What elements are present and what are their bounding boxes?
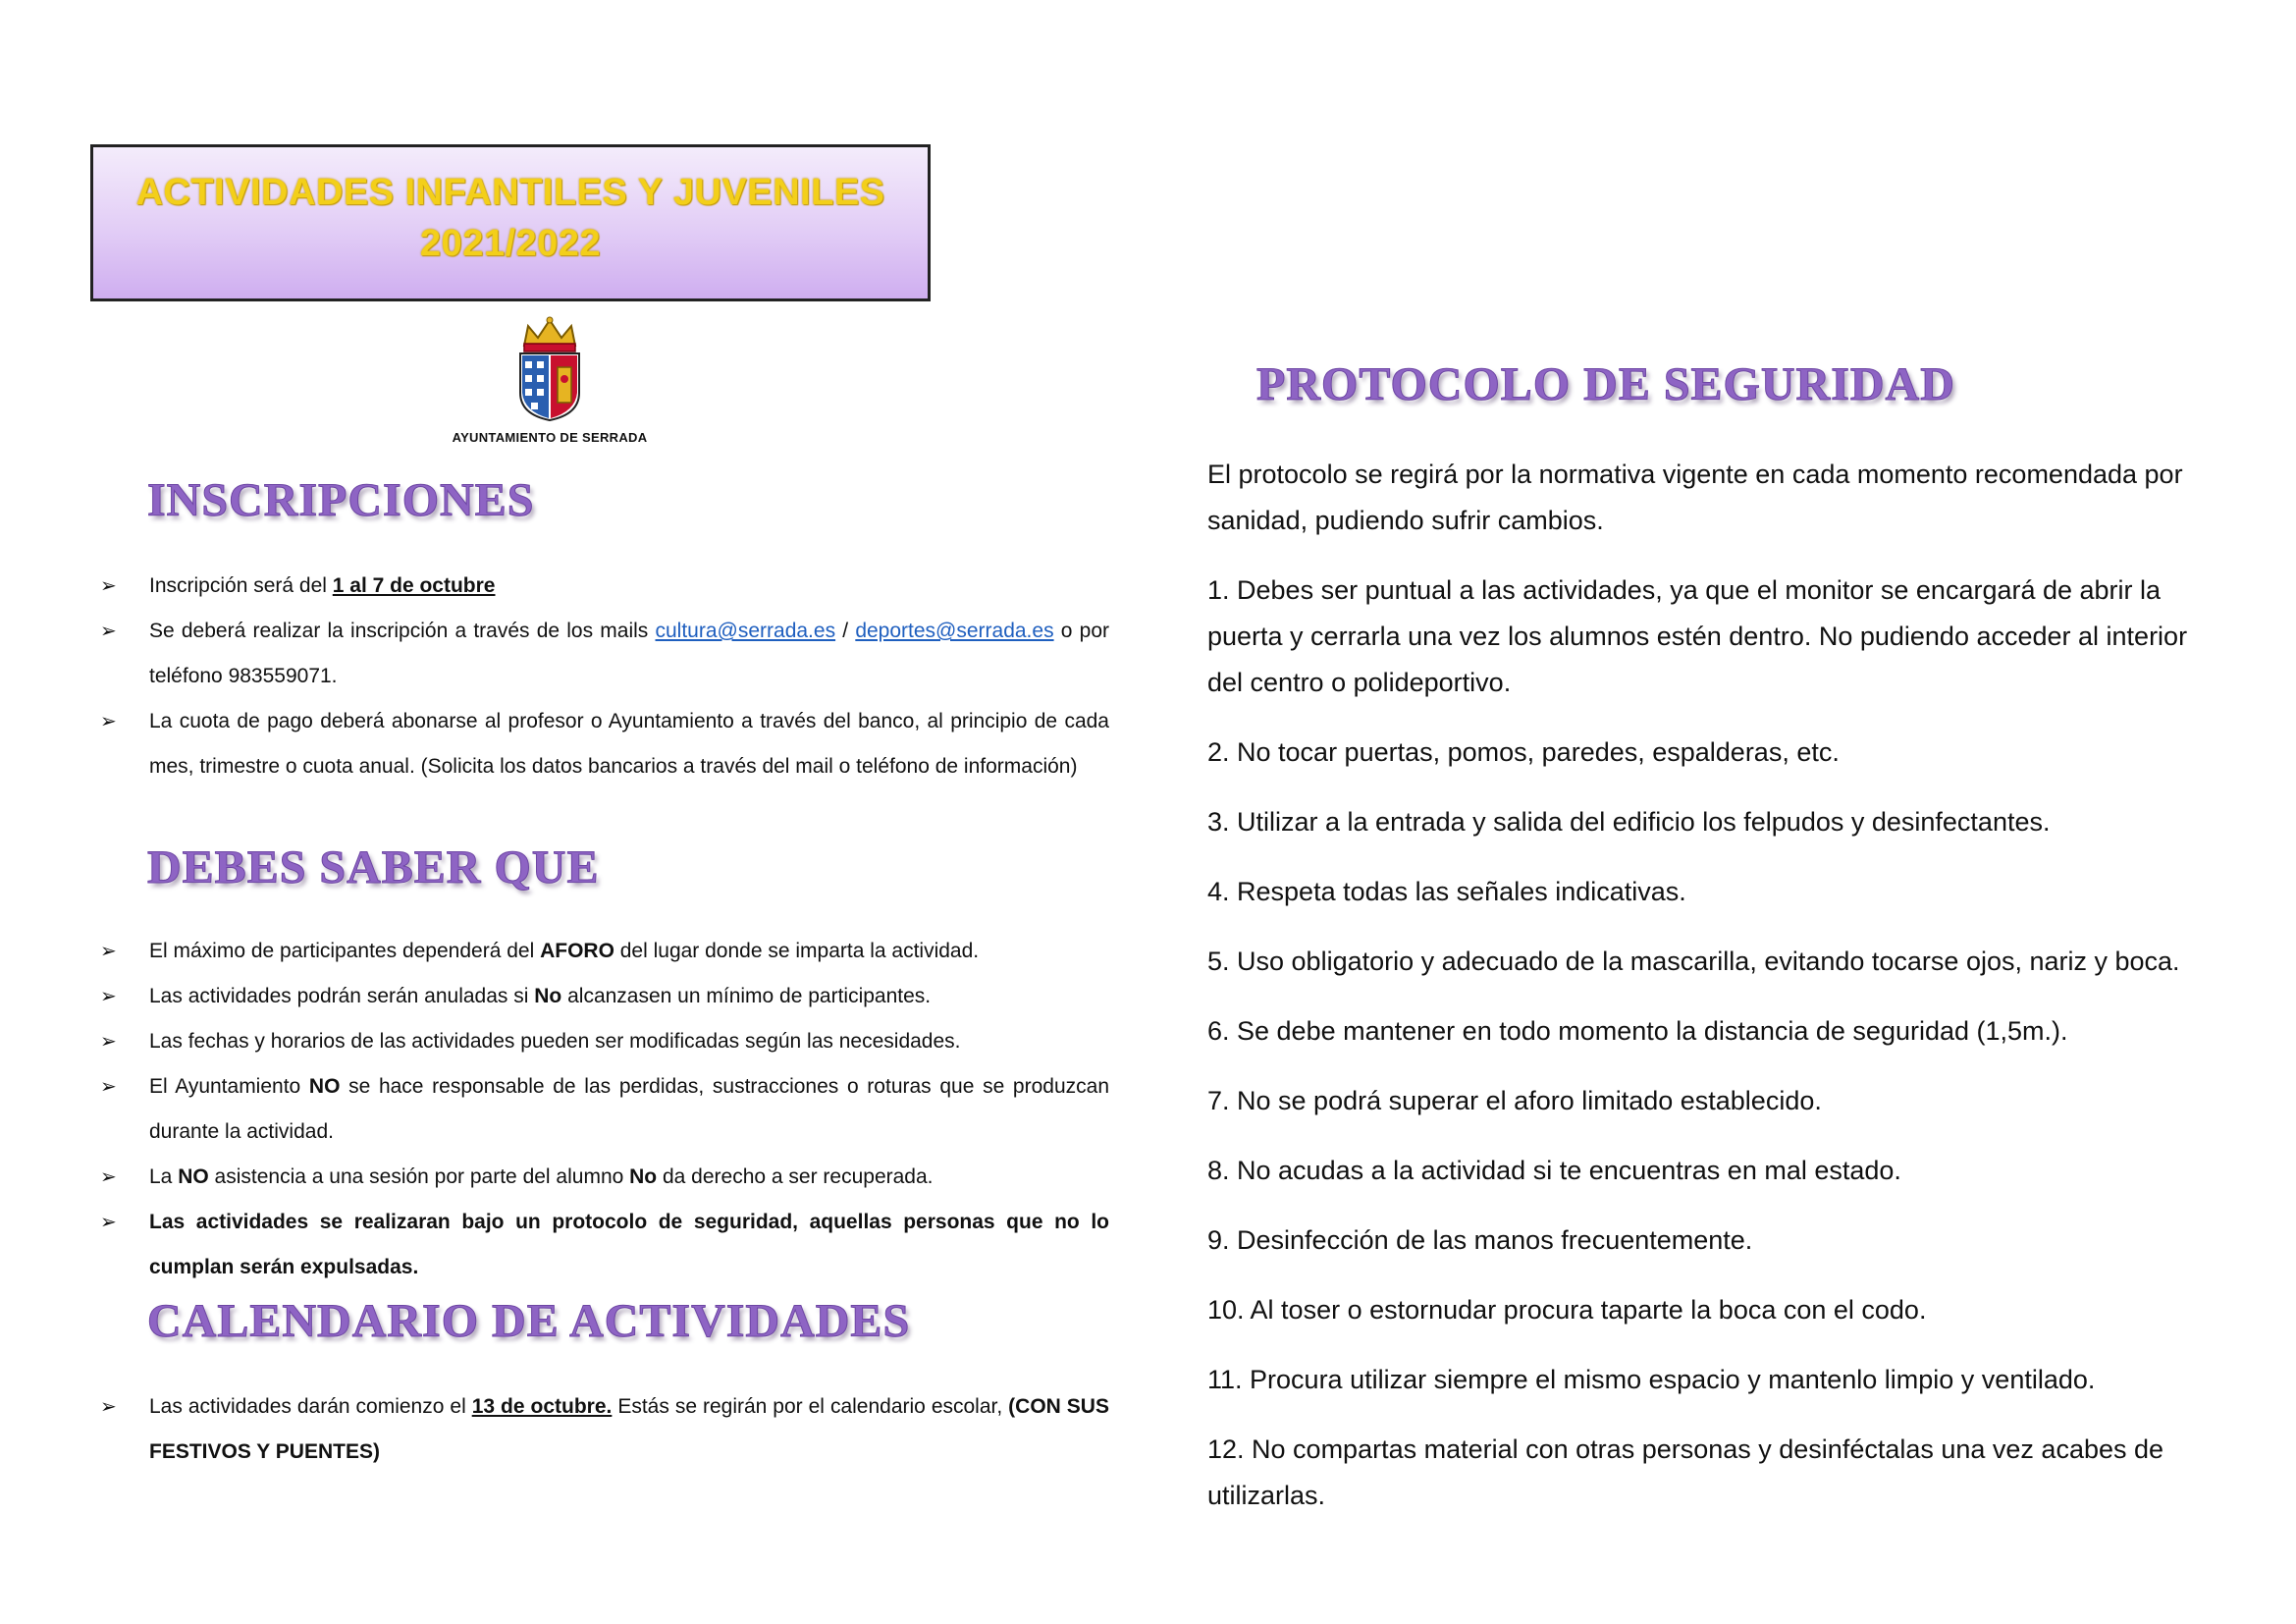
arrow-bullet-icon: ➢	[100, 1166, 117, 1188]
arrow-bullet-icon: ➢	[100, 711, 117, 732]
list-item: ➢ Se deberá realizar la inscripción a través de los mails cultura@serrada.es / deportes@serrada.es o por teléfono 983559071.	[98, 609, 1109, 699]
rule-item: 2. No tocar puertas, pomos, paredes, espalderas, etc.	[1207, 737, 1840, 767]
list-item: ➢ Las actividades se realizaran bajo un protocolo de seguridad, aquellas personas que no lo cumplan serán expulsadas.	[98, 1200, 1109, 1290]
heading-inscripciones: INSCRIPCIONES	[147, 474, 535, 526]
arrow-bullet-icon: ➢	[100, 1396, 117, 1418]
list-item: ➢ Las fechas y horarios de las actividades pueden ser modificadas según las necesidades.	[98, 1019, 1109, 1064]
protocolo-intro: El protocolo se regirá por la normativa vigente en cada momento recomendada por sanidad, pudiendo sufrir cambios.	[1207, 460, 2183, 535]
arrow-bullet-icon: ➢	[100, 986, 117, 1007]
heading-debes-saber: DEBES SABER QUE	[147, 841, 600, 893]
rule-item: 7. No se podrá superar el aforo limitado establecido.	[1207, 1086, 1822, 1115]
list-item: ➢ La NO asistencia a una sesión por parte del alumno No da derecho a ser recuperada.	[98, 1155, 1109, 1200]
list-item: ➢ El máximo de participantes dependerá del AFORO del lugar donde se imparta la actividad.	[98, 929, 1109, 974]
rule-item: 5. Uso obligatorio y adecuado de la mascarilla, evitando tocarse ojos, nariz y boca.	[1207, 947, 2180, 976]
title-banner	[90, 144, 931, 301]
calendario-list	[98, 1384, 1109, 1475]
heading-protocolo: PROTOCOLO DE SEGURIDAD	[1256, 358, 1955, 410]
arrow-bullet-icon: ➢	[100, 1031, 117, 1053]
debes-saber-list	[98, 929, 1109, 1290]
list-item: ➢ El Ayuntamiento NO se hace responsable de las perdidas, sustracciones o roturas que se produzcan durante la actividad.	[98, 1064, 1109, 1155]
protocolo-rules	[1207, 452, 2228, 1543]
municipal-logo	[422, 316, 677, 460]
heading-calendario: CALENDARIO DE ACTIVIDADES	[147, 1295, 911, 1347]
rule-item: 10. Al toser o estornudar procura taparte la boca con el codo.	[1207, 1295, 1927, 1325]
arrow-bullet-icon: ➢	[100, 575, 117, 597]
rule-item: 8. No acudas a la actividad si te encuentras en mal estado.	[1207, 1156, 1901, 1185]
title-line-1: ACTIVIDADES INFANTILES Y JUVENILES	[135, 172, 885, 213]
logo-caption: AYUNTAMIENTO DE SERRADA	[452, 430, 648, 445]
list-item: ➢ Las actividades podrán serán anuladas si No alcanzasen un mínimo de participantes.	[98, 974, 1109, 1019]
list-item: ➢ La cuota de pago deberá abonarse al profesor o Ayuntamiento a través del banco, al principio de cada mes, trimestre o cuota anual. (Solicita los datos bancarios a través del mail o teléfono de información)	[98, 699, 1109, 789]
rule-item: 6. Se debe mantener en todo momento la distancia de seguridad (1,5m.).	[1207, 1016, 2068, 1046]
arrow-bullet-icon: ➢	[100, 621, 117, 642]
list-item: ➢ Las actividades darán comienzo el 13 de octubre. Estás se regirán por el calendario escolar, (CON SUS FESTIVOS Y PUENTES)	[98, 1384, 1109, 1475]
title-line-2: 2021/2022	[419, 223, 602, 264]
start-date: 13 de octubre.	[471, 1395, 613, 1418]
email-link-deportes[interactable]: deportes@serrada.es	[855, 620, 1054, 642]
rule-item: 1. Debes ser puntual a las actividades, ya que el monitor se encargará de abrir la puerta y cerrarla una vez los alumnos estén dentro. No pudiendo acceder al interior del centro o polideportivo.	[1207, 575, 2188, 697]
coat-of-arms-icon	[510, 316, 589, 424]
inscription-dates: 1 al 7 de octubre	[332, 574, 496, 597]
arrow-bullet-icon: ➢	[100, 1076, 117, 1098]
rule-item: 9. Desinfección de las manos frecuentemente.	[1207, 1225, 1753, 1255]
rule-item: 12. No compartas material con otras personas y desinféctalas una vez acabes de utilizarlas.	[1207, 1435, 2164, 1510]
list-item: ➢ Inscripción será del 1 al 7 de octubre	[98, 564, 1109, 609]
arrow-bullet-icon: ➢	[100, 941, 117, 962]
rule-item: 4. Respeta todas las señales indicativas.	[1207, 877, 1686, 906]
rule-item: 3. Utilizar a la entrada y salida del edificio los felpudos y desinfectantes.	[1207, 807, 2051, 837]
arrow-bullet-icon: ➢	[100, 1212, 117, 1233]
rule-item: 11. Procura utilizar siempre el mismo espacio y mantenlo limpio y ventilado.	[1207, 1365, 2096, 1394]
inscripciones-list	[98, 564, 1109, 789]
email-link-cultura[interactable]: cultura@serrada.es	[655, 620, 836, 642]
